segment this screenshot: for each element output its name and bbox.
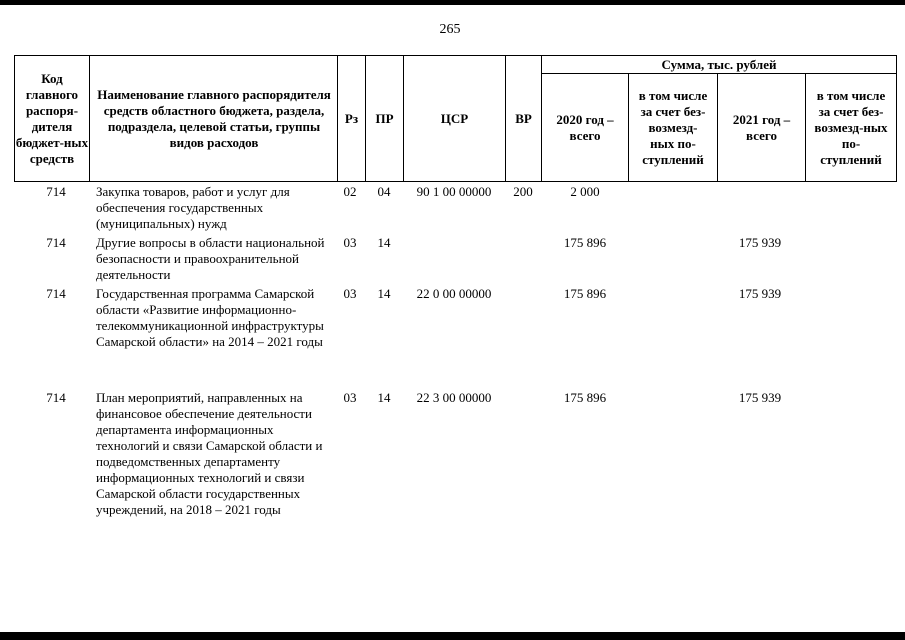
header-sum: Сумма, тыс. рублей (661, 56, 777, 72)
row-pr: 14 (377, 286, 391, 301)
header-pr: ПР (375, 111, 394, 126)
row-rz: 03 (343, 390, 357, 405)
row-sum-2020: 175 896 (563, 235, 607, 250)
bottom-border (0, 632, 905, 640)
row-sum-2020: 2 000 (570, 184, 600, 199)
row-pr: 14 (377, 235, 391, 250)
row-rz: 02 (343, 184, 357, 199)
row-sum-2021: 175 939 (738, 390, 782, 405)
header-csr: ЦСР (440, 111, 469, 126)
row-name: Государственная программа Самарской области «Развитие информационно-телекоммуникационной инфраструктуры Самарской области» на 2014 – 2021 годы (96, 286, 324, 349)
row-sum-2020: 175 896 (563, 390, 607, 405)
top-border (0, 0, 905, 5)
row-vr: 200 (513, 184, 533, 199)
row-name: Закупка товаров, работ и услуг для обеспечения государственных (муниципальных) нужд (96, 184, 290, 231)
header-vline (896, 55, 897, 182)
header-2020: 2020 год – всего (556, 112, 614, 143)
header-vr: ВР (515, 111, 532, 126)
header-2020-free: в том числе за счет без-возмезд-ных по-ступлений (638, 88, 708, 167)
row-code: 714 (46, 184, 66, 199)
header-bottom-rule (14, 181, 897, 182)
row-csr: 22 3 00 00000 (416, 390, 492, 405)
header-code: Код главного распоря-дителя бюджет-ных средств (15, 71, 89, 166)
header-2021-free: в том числе за счет без-возмезд-ных по-ступлений (814, 88, 888, 167)
page-number: 265 (439, 22, 461, 37)
row-csr: 22 0 00 00000 (416, 286, 492, 301)
row-pr: 04 (377, 184, 391, 199)
header-2021: 2021 год – всего (732, 112, 791, 143)
row-rz: 03 (343, 286, 357, 301)
row-sum-2021: 175 939 (738, 235, 782, 250)
row-sum-2020: 175 896 (563, 286, 607, 301)
row-sum-2021: 175 939 (738, 286, 782, 301)
row-rz: 03 (343, 235, 357, 250)
row-code: 714 (46, 286, 66, 301)
row-pr: 14 (377, 390, 391, 405)
row-name: Другие вопросы в области национальной безопасности и правоохранительной деятельности (96, 235, 325, 282)
header-name: Наименование главного распорядителя средств областного бюджета, раздела, подраздела, целевой статьи, группы видов расходов (97, 87, 331, 150)
row-csr: 90 1 00 00000 (416, 184, 492, 199)
row-name: План мероприятий, направленных на финансовое обеспечение деятельности департамента информационных технологий и связи Самарской области и подведомственных департаменту информационных технологий и связи Самарской области государственных учреждений, на 2018 – 2021 годы (96, 390, 323, 517)
header-vline (89, 55, 90, 182)
row-code: 714 (46, 235, 66, 250)
header-sum-rule (541, 73, 897, 74)
header-rz: Рз (344, 111, 359, 126)
row-code: 714 (46, 390, 66, 405)
